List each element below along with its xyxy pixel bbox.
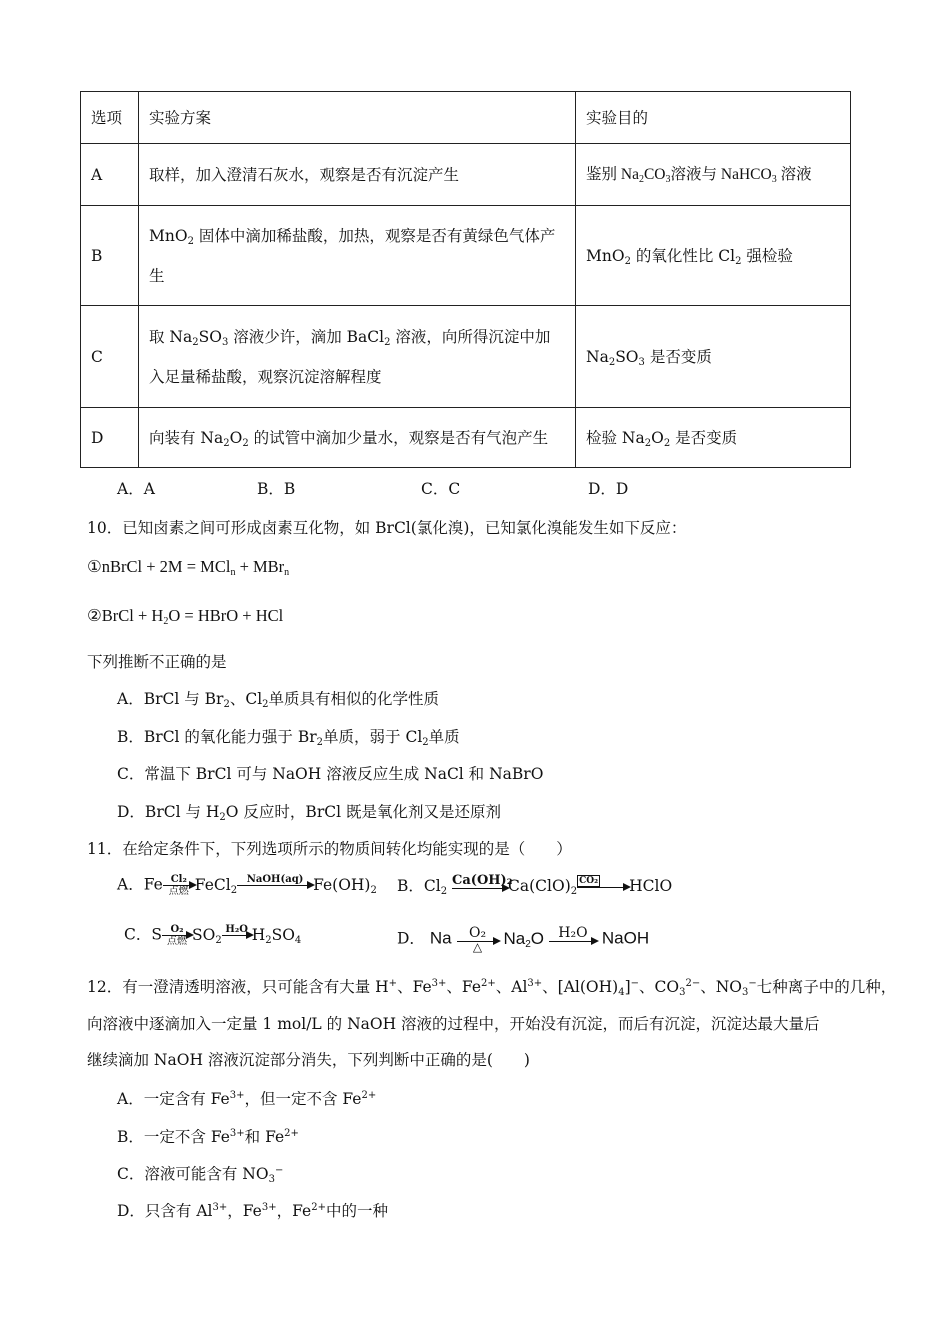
row-goal: 鉴别 $Na_2CO_3$溶液与 NaHCO$_3$ 溶液 xyxy=(576,144,851,206)
q11-option-a xyxy=(117,874,377,897)
row-goal: MnO$_2$ 的氧化性比 $Cl_2$ 强检验 xyxy=(576,206,851,306)
reaction-arrow-icon xyxy=(162,924,192,947)
q11-c-mid: $SO_2$ xyxy=(191,925,222,946)
experiment-table xyxy=(80,91,851,468)
arrow-condition: 点燃 xyxy=(166,936,187,947)
arrow-condition: Cl₂ xyxy=(170,874,187,885)
reaction-arrow-icon xyxy=(237,874,313,897)
q11-c-label: C．S xyxy=(124,925,162,944)
row-goal: $Na_2SO_3$ 是否变质 xyxy=(576,306,851,408)
q11-b-end: HClO xyxy=(629,877,673,895)
q11-a-mid: FeCl$_2$ xyxy=(194,875,238,896)
q9-option-a: A．A xyxy=(117,480,155,498)
arrow-condition: O₂ xyxy=(170,924,184,935)
q11-d-label: D． xyxy=(397,929,425,948)
row-option: A xyxy=(81,144,139,206)
header-plan: 实验方案 xyxy=(139,92,576,144)
reaction-arrow-icon xyxy=(577,875,629,899)
arrow-condition: △ xyxy=(472,940,483,954)
table-row xyxy=(81,206,851,306)
arrow-condition: O₂ xyxy=(469,925,487,941)
q12-option-c: C．溶液可能含有 $NO_3^-$ xyxy=(117,1165,284,1185)
reaction-arrow-icon xyxy=(163,874,195,897)
q11-option-b xyxy=(397,874,672,900)
row-option: C xyxy=(81,306,139,408)
row-plan: 取 $Na_2SO_3$ 溶液少许，滴加 BaCl$_2$ 溶液，向所得沉淀中加入足量稀盐酸，观察沉淀溶解程度 xyxy=(139,306,576,408)
arrow-condition: CO₂ xyxy=(579,876,599,886)
table-row xyxy=(81,306,851,408)
q12-stem-line-3: 继续滴加 NaOH 溶液沉淀部分消失，下列判断中正确的是( ) xyxy=(87,1051,530,1069)
q9-option-c: C．C xyxy=(421,480,461,498)
q11-c-end: $H_2SO_4$ xyxy=(251,925,302,946)
q10-equation-2: ②BrCl + $H_2O$ = HBrO + HCl xyxy=(87,606,284,627)
header-option: 选项 xyxy=(81,92,139,144)
q11-option-d xyxy=(397,926,649,953)
table-row xyxy=(81,408,851,468)
arrow-condition: 点燃 xyxy=(168,886,189,897)
q12-stem-line-2: 向溶液中逐滴加入一定量 1 mol/L 的 NaOH 溶液的过程中，开始没有沉淀，而后有沉淀，沉淀达最大量后 xyxy=(87,1015,820,1033)
q9-option-b: B．B xyxy=(257,480,296,498)
q12-option-b: B．一定不含 $Fe^{3+}$和 $Fe^{2+}$ xyxy=(117,1128,299,1146)
row-plan: 向装有 $Na_2O_2$ 的试管中滴加少量水，观察是否有气泡产生 xyxy=(139,408,576,468)
q11-b-label: B．$Cl_2$ xyxy=(397,877,448,897)
q11-d-end: NaOH xyxy=(601,928,650,948)
row-plan: MnO$_2$ 固体中滴加稀盐酸，加热，观察是否有黄绿色气体产生 xyxy=(139,206,576,306)
q11-a-end: $Fe(OH)_2$ xyxy=(313,875,377,896)
arrow-condition: Ca(OH)₂ xyxy=(452,873,513,888)
q10-ask: 下列推断不正确的是 xyxy=(87,653,227,671)
table-header-row xyxy=(81,92,851,144)
arrow-condition: H₂O xyxy=(225,924,248,935)
q11-a-label: A．Fe xyxy=(117,875,163,894)
q11-d-start: Na xyxy=(429,928,452,948)
row-option: B xyxy=(81,206,139,306)
q11-option-c xyxy=(124,924,301,947)
reaction-arrow-icon xyxy=(457,926,499,953)
q12-option-d: D．只含有 $Al^{3+}$，$Fe^{3+}$，$Fe^{2+}$中的一种 xyxy=(117,1202,388,1220)
arrow-condition: H₂O xyxy=(558,925,588,941)
q10-option-b: B．BrCl 的氧化能力强于 $Br_2$单质，弱于 $Cl_2$单质 xyxy=(117,728,460,748)
reaction-arrow-icon xyxy=(452,873,513,900)
q10-option-d: D．BrCl 与 $H_2O$ 反应时，BrCl 既是氧化剂又是还原剂 xyxy=(117,803,501,823)
header-goal: 实验目的 xyxy=(576,92,851,144)
reaction-arrow-icon xyxy=(222,924,252,947)
q12-option-a: A．一定含有 $Fe^{3+}$，但一定不含 $Fe^{2+}$ xyxy=(117,1090,377,1108)
q11-b-mid: $Ca(ClO)_2$ xyxy=(508,877,578,897)
row-goal: 检验 $Na_2O_2$ 是否变质 xyxy=(576,408,851,468)
q10-option-a: A．BrCl 与 $Br_2$、$Cl_2$单质具有相似的化学性质 xyxy=(117,690,440,710)
row-plan: 取样，加入澄清石灰水，观察是否有沉淀产生 xyxy=(139,144,576,206)
table-row xyxy=(81,144,851,206)
q10-option-c: C．常温下 BrCl 可与 NaOH 溶液反应生成 NaCl 和 NaBrO xyxy=(117,765,544,783)
q12-stem-line-1: 12．有一澄清透明溶液，只可能含有大量 H+、$Fe^{3+}$、$Fe^{2+}$、$Al^{3+}$、$[Al(OH)_4]^-$、$CO_3^{2-}$、$NO_3^-$七种离子中的几种， xyxy=(87,978,897,998)
q10-stem: 10．已知卤素之间可形成卤素互化物，如 BrCl(氯化溴)，已知氯化溴能发生如下反应： xyxy=(87,519,687,537)
row-option: D xyxy=(81,408,139,468)
q9-option-d: D．D xyxy=(588,480,629,498)
q11-stem: 11．在给定条件下，下列选项所示的物质间转化均能实现的是（ ） xyxy=(87,840,572,858)
reaction-arrow-icon xyxy=(549,926,597,953)
q11-d-mid: $Na_2O$ xyxy=(503,928,545,950)
q10-equation-1: ①nBrCl + 2M = MCl$_n$ + MBr$_n$ xyxy=(87,557,290,578)
arrow-condition: NaOH(aq) xyxy=(246,874,304,885)
